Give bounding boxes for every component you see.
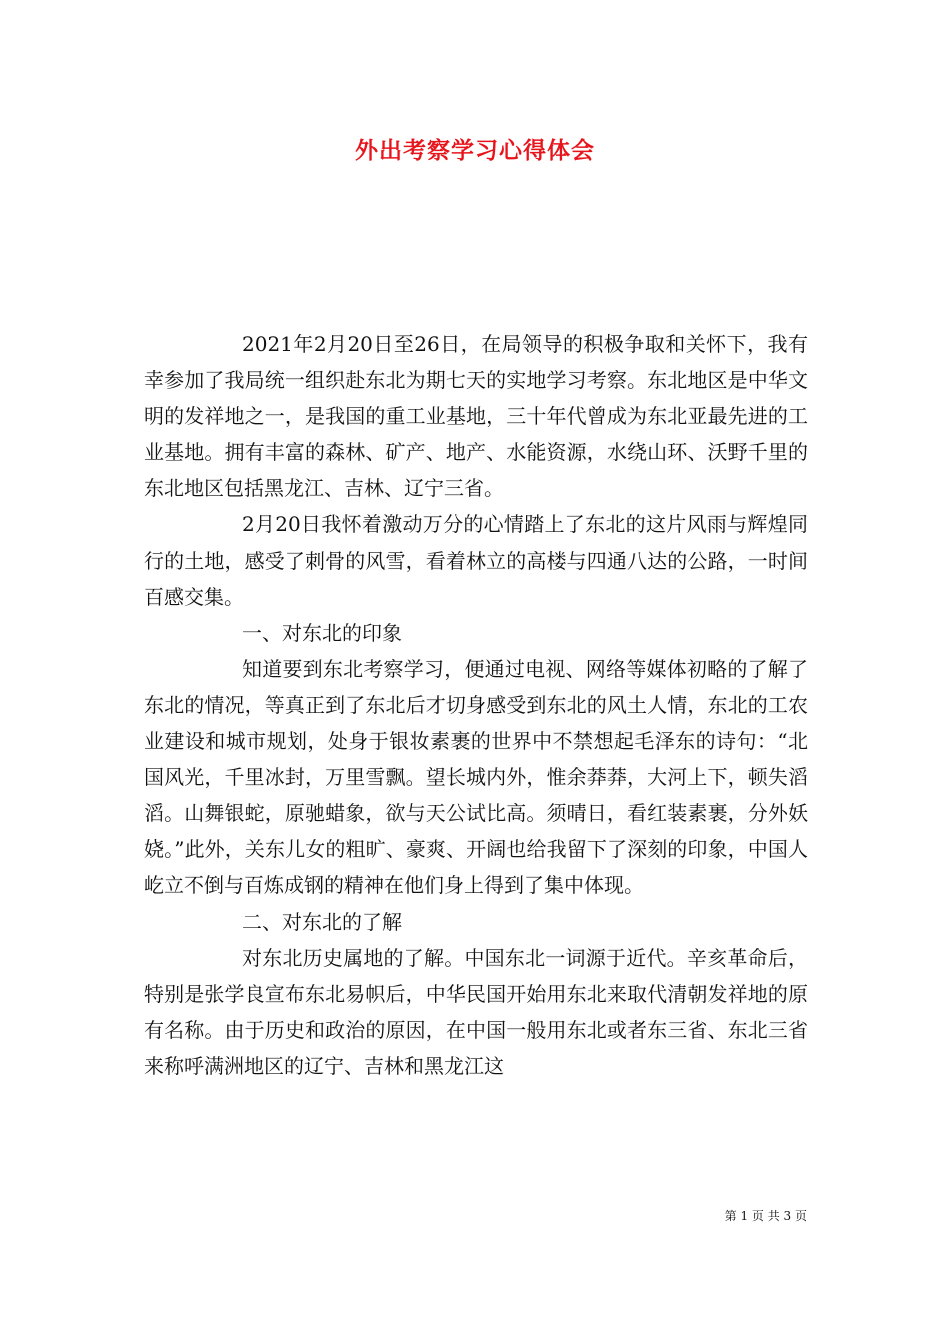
paragraph-history: 对东北历史属地的了解。中国东北一词源于近代。辛亥革命后，特别是张学良宣布东北易帜后，中华民国开始用东北来取代清朝发祥地的原有名称。由于历史和政治的原因，在中国一般用东北或者东三省、东北三省来称呼满洲地区的辽宁、吉林和黑龙江这 (144, 945, 808, 1078)
paragraph-impression: 知道要到东北考察学习，便通过电视、网络等媒体初略的了解了东北的情况，等真正到了东北后才切身感受到东北的风土人情，东北的工农业建设和城市规划，处身于银妆素裹的世界中不禁想起毛泽东的诗句：“北国风光，千里冰封，万里雪飘。望长城内外，惟余莽莽，大河上下，顿失滔滔。山舞银蛇，原驰蜡象，欲与天公试比高。须晴日，看红装素裹，分外妖娆。”此外，关东儿女的粗旷、豪爽、开阔也给我留下了深刻的印象，中国人屹立不倒与百炼成钢的精神在他们身上得到了集中体现。 (144, 656, 808, 898)
body-text (144, 326, 808, 1084)
paragraph-intro: 2021年2月20日至26日，在局领导的积极争取和关怀下，我有幸参加了我局统一组织赴东北为期七天的实地学习考察。东北地区是中华文明的发祥地之一，是我国的重工业基地，三十年代曾成为东北亚最先进的工业基地。拥有丰富的森林、矿产、地产、水能资源，水绕山环、沃野千里的东北地区包括黑龙江、吉林、辽宁三省。 (144, 332, 808, 501)
section-heading-understanding: 二、对东北的了解 (242, 909, 402, 934)
section-heading-impression: 一、对东北的印象 (242, 620, 402, 645)
paragraph-arrival: 2月20日我怀着激动万分的心情踏上了东北的这片风雨与辉煌同行的土地，感受了刺骨的风雪，看着林立的高楼与四通八达的公路，一时间百感交集。 (144, 512, 808, 609)
page-title: 外出考察学习心得体会 (355, 137, 595, 164)
page-number-footer: 第 1 页 共 3 页 (724, 1209, 807, 1223)
